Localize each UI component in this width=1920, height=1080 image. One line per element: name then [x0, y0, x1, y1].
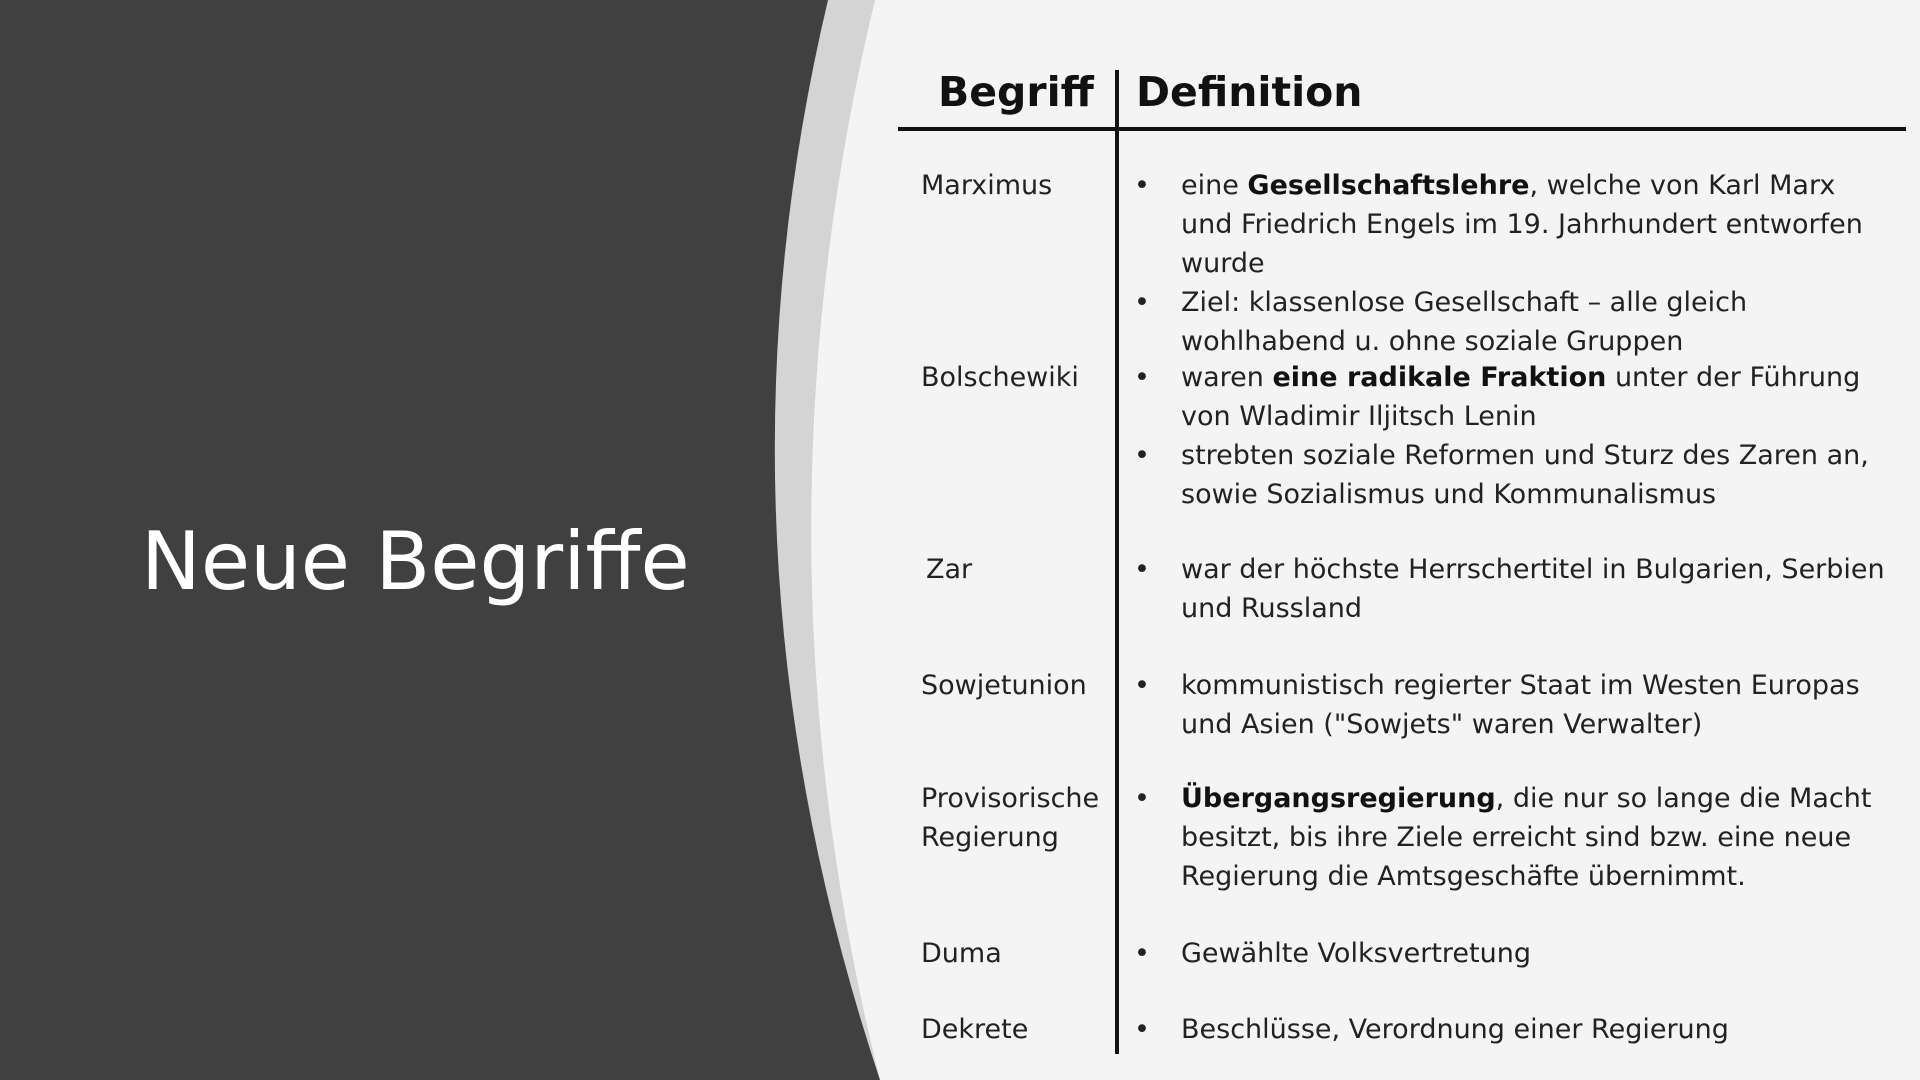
definition-bullet — [1134, 666, 1894, 744]
definition-bullet — [1134, 550, 1894, 628]
bold-text: eine radikale Fraktion — [1272, 362, 1607, 393]
bold-text: Übergangsregierung — [1181, 783, 1496, 814]
text: Gewählte Volksvertretung — [1181, 938, 1531, 969]
term-cell: Provisorische Regierung — [921, 783, 1100, 853]
text: , die nur so lange die Macht besitzt, bis ihre Ziele erreicht sind bzw. eine neue Regierung die Amtsgeschäfte übernimmt. — [1181, 783, 1872, 892]
column-header-term: Begriff — [938, 68, 1094, 116]
definition-bullet — [1134, 1010, 1894, 1049]
definition-cell — [1134, 1010, 1894, 1049]
definition-bullet — [1134, 779, 1894, 896]
text: war der höchste Herrschertitel in Bulgarien, Serbien und Russland — [1181, 554, 1885, 624]
definition-cell — [1134, 550, 1894, 628]
definition-cell — [1134, 666, 1894, 744]
term-cell: Sowjetunion — [921, 670, 1087, 701]
text: strebten soziale Reformen und Sturz des Zaren an, sowie Sozialismus und Kommunalismus — [1181, 440, 1869, 510]
text: eine — [1181, 170, 1248, 201]
text: , welche von Karl Marx und Friedrich Engels im 19. Jahrhundert entworfen wurde — [1181, 170, 1863, 279]
text: waren — [1181, 362, 1273, 393]
definition-cell — [1134, 166, 1894, 361]
definition-cell — [1134, 779, 1894, 896]
bullet-icon: • — [1134, 362, 1150, 393]
bullet-icon: • — [1134, 554, 1150, 585]
definition-bullet — [1134, 934, 1894, 973]
bullet-icon: • — [1134, 783, 1150, 814]
definition-bullet — [1134, 283, 1894, 361]
bullet-icon: • — [1134, 440, 1150, 471]
term-cell: Marximus — [921, 170, 1053, 201]
header-divider — [898, 127, 1906, 131]
slide-title: Neue Begriffe — [141, 515, 690, 608]
bullet-icon: • — [1134, 1014, 1150, 1045]
text: Beschlüsse, Verordnung einer Regierung — [1181, 1014, 1729, 1045]
bullet-icon: • — [1134, 938, 1150, 969]
definition-bullet — [1134, 166, 1894, 283]
definition-bullet — [1134, 436, 1894, 514]
term-cell: Zar — [926, 554, 973, 585]
term-cell: Duma — [921, 938, 1002, 969]
definition-cell — [1134, 934, 1894, 973]
bold-text: Gesellschaftslehre — [1247, 170, 1530, 201]
definition-cell — [1134, 358, 1894, 514]
bullet-icon: • — [1134, 170, 1150, 201]
column-header-definition: Definition — [1136, 68, 1363, 116]
bullet-icon: • — [1134, 287, 1150, 318]
bullet-icon: • — [1134, 670, 1150, 701]
text: Ziel: klassenlose Gesellschaft – alle gleich wohlhabend u. ohne soziale Gruppen — [1181, 287, 1748, 357]
term-cell: Bolschewiki — [921, 362, 1079, 393]
text: kommunistisch regierter Staat im Westen Europas und Asien ("Sowjets" waren Verwalter) — [1181, 670, 1860, 740]
definition-bullet — [1134, 358, 1894, 436]
term-cell: Dekrete — [921, 1014, 1029, 1045]
text: unter der Führung von Wladimir Iljitsch Lenin — [1181, 362, 1861, 432]
